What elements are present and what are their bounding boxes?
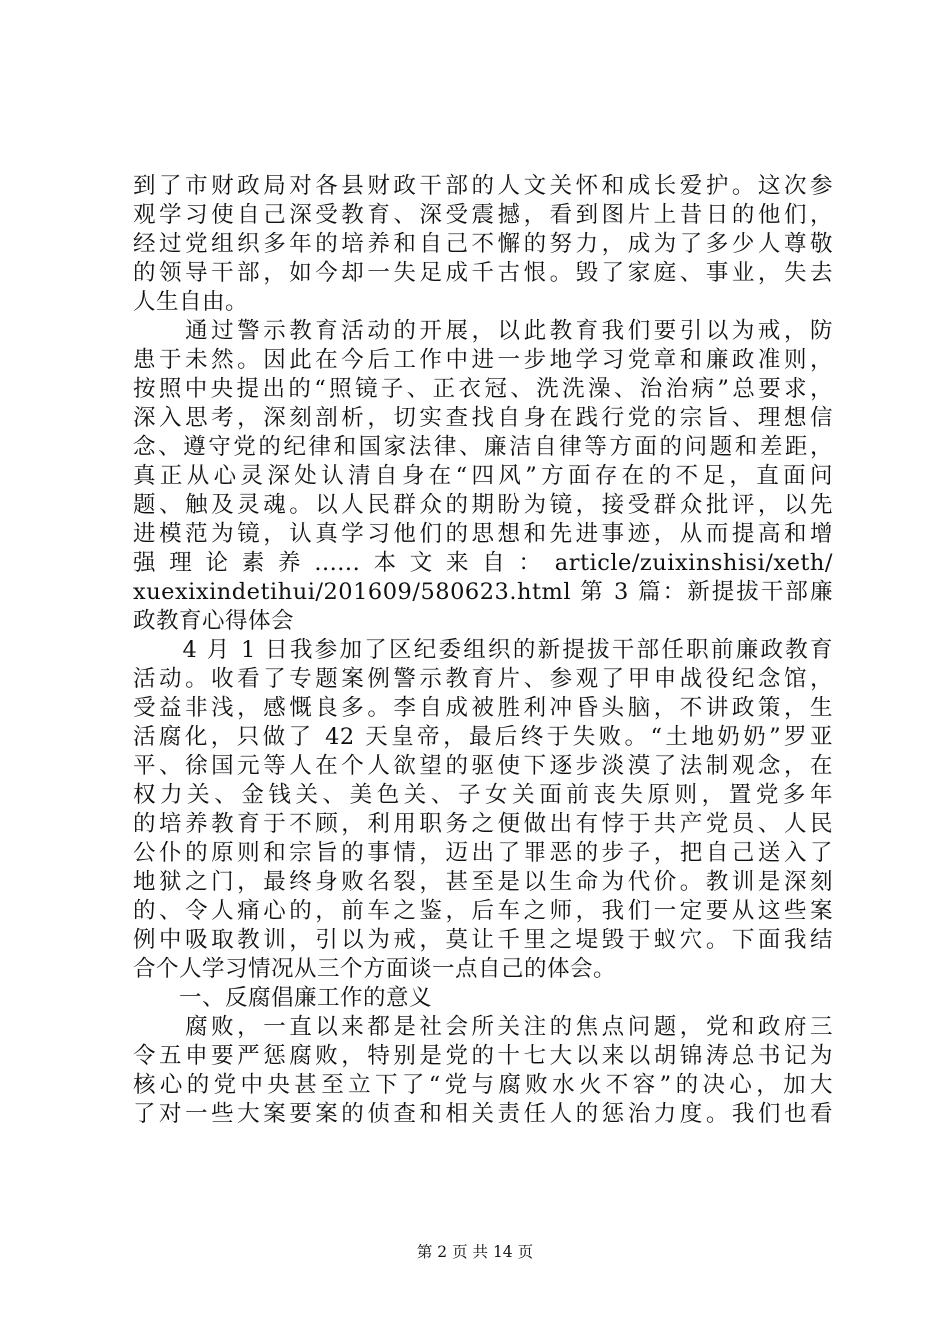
text-line: 令五申要严惩腐败，特别是党的十七大以来以胡锦涛总书记为 xyxy=(133,1043,833,1069)
text-line: 核心的党中央甚至立下了“党与腐败水火不容”的决心，加大 xyxy=(133,1072,833,1098)
text-line: 经过党组织多年的培养和自己不懈的努力，成为了多少人尊敬 xyxy=(133,231,833,257)
text-line: 地狱之门，最终身败名裂，甚至是以生命为代价。教训是深刻 xyxy=(133,869,833,895)
text-line: 真正从心灵深处认清自身在“四风”方面存在的不足，直面问 xyxy=(133,463,833,489)
text-line: 受益非浅，感慨良多。李自成被胜利冲昏头脑，不讲政策，生 xyxy=(133,695,833,721)
text-line: 按照中央提出的“照镜子、正衣冠、洗洗澡、治治病”总要求， xyxy=(133,376,833,402)
text-line: 平、徐国元等人在个人欲望的驱使下逐步淡漠了法制观念，在 xyxy=(133,753,833,779)
text-line: 合个人学习情况从三个方面谈一点自己的体会。 xyxy=(133,956,617,982)
text-line: 4 月 1 日我参加了区纪委组织的新提拔干部任职前廉政教育 xyxy=(133,637,833,663)
text-line: 强理论素养......本文来自：article/zuixinshisi/xeth/ xyxy=(133,550,833,576)
text-line: 到了市财政局对各县财政干部的人文关怀和成长爱护。这次参 xyxy=(133,173,833,199)
text-line: 人生自由。 xyxy=(133,289,249,315)
text-line: 的领导干部，如今却一失足成千古恨。毁了家庭、事业，失去 xyxy=(133,260,833,286)
text-line: 政教育心得体会 xyxy=(133,608,295,634)
text-line: xuexixindetihui/201609/580623.html 第 3 篇：新提拔干部廉 xyxy=(133,579,833,605)
text-line: 活腐化，只做了 42 天皇帝，最后终于失败。“土地奶奶”罗亚 xyxy=(133,724,833,750)
text-line: 通过警示教育活动的开展，以此教育我们要引以为戒，防 xyxy=(133,318,833,344)
text-line: 活动。收看了专题案例警示教育片、参观了甲申战役纪念馆， xyxy=(133,666,833,692)
text-line: 公仆的原则和宗旨的事情，迈出了罪恶的步子，把自己送入了 xyxy=(133,840,833,866)
page-footer: 第 2 页 共 14 页 xyxy=(416,1243,534,1261)
text-line: 例中吸取教训，引以为戒，莫让千里之堤毁于蚁穴。下面我结 xyxy=(133,927,833,953)
document-body xyxy=(133,172,833,1129)
text-line: 一、反腐倡廉工作的意义 xyxy=(133,985,433,1011)
text-line: 的、令人痛心的，前车之鉴，后车之师，我们一定要从这些案 xyxy=(133,898,833,924)
text-line: 进模范为镜，认真学习他们的思想和先进事迹，从而提高和增 xyxy=(133,521,833,547)
text-line: 腐败，一直以来都是社会所关注的焦点问题，党和政府三 xyxy=(133,1014,833,1040)
text-line: 题、触及灵魂。以人民群众的期盼为镜，接受群众批评，以先 xyxy=(133,492,833,518)
text-line: 念、遵守党的纪律和国家法律、廉洁自律等方面的问题和差距， xyxy=(133,434,833,460)
text-line: 患于未然。因此在今后工作中进一步地学习党章和廉政准则， xyxy=(133,347,833,373)
text-line: 深入思考，深刻剖析，切实查找自身在践行党的宗旨、理想信 xyxy=(133,405,833,431)
text-line: 的培养教育于不顾，利用职务之便做出有悖于共产党员、人民 xyxy=(133,811,833,837)
text-line: 观学习使自己深受教育、深受震撼，看到图片上昔日的他们， xyxy=(133,202,833,228)
text-line: 权力关、金钱关、美色关、子女关面前丧失原则，置党多年 xyxy=(133,782,833,808)
text-line: 了对一些大案要案的侦查和相关责任人的惩治力度。我们也看 xyxy=(133,1101,833,1127)
